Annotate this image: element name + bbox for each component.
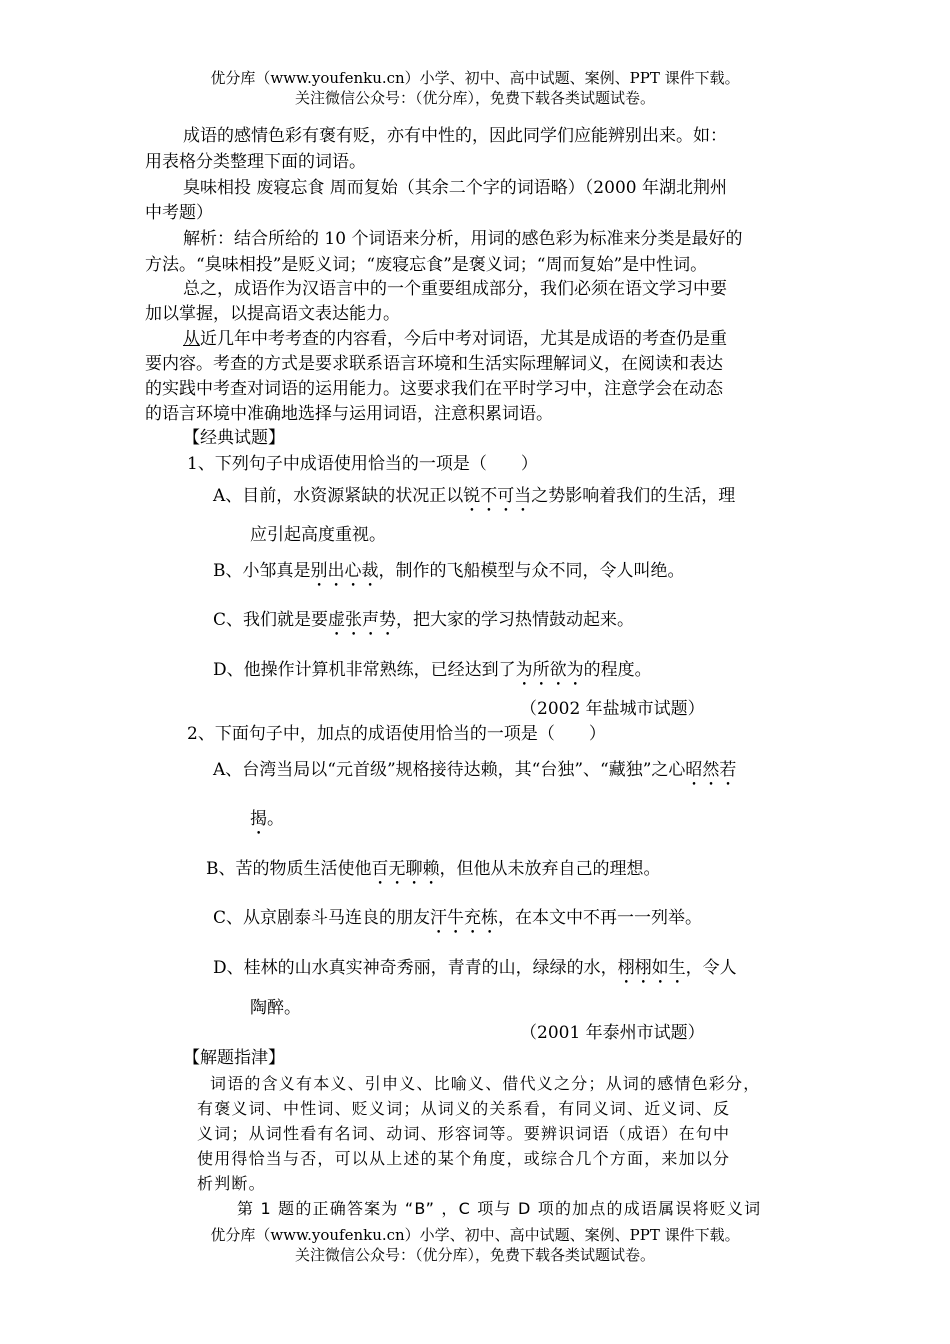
guide-line: 义词；从词性看有名词、动词、形容词等。要辨识词语（成语）在句中 xyxy=(197,1124,731,1143)
q2-option-d: D、桂林的山水真实神奇秀丽，青青的山，绿绿的水，栩栩如生，令人 xyxy=(213,958,737,978)
paragraph-line: 的实践中考查对词语的运用能力。这要求我们在平时学习中，注意学会在动态 xyxy=(145,379,723,399)
q1-option-b: B、小邹真是别出心裁，制作的飞船模型与众不同，令人叫绝。 xyxy=(213,561,685,581)
q2-option-c: C、从京剧泰斗马连良的朋友汗牛充栋，在本文中不再一一列举。 xyxy=(213,908,703,928)
header-line-2: 关注微信公众号：（优分库），免费下载各类试题试卷。 xyxy=(294,89,655,107)
paragraph-line: 中考题） xyxy=(145,203,213,223)
q1-option-c: C、我们就是要虚张声势，把大家的学习热情鼓动起来。 xyxy=(213,610,635,630)
q2-source: （2001 年泰州市试题） xyxy=(520,1023,705,1043)
paragraph-line: 臭味相投 废寝忘食 周而复始（其余二个字的词语略）（2000 年湖北荆州 xyxy=(183,178,727,198)
paragraph-line: 解析：结合所给的 10 个词语来分析，用词的感色彩为标准来分类是最好的 xyxy=(183,229,743,249)
paragraph-line: 方法。“臭味相投”是贬义词；“废寝忘食”是褒义词；“周而复始”是中性词。 xyxy=(145,255,708,275)
paragraph-line: 用表格分类整理下面的词语。 xyxy=(145,152,366,172)
paragraph-line: 成语的感情色彩有褒有贬，亦有中性的，因此同学们应能辨别出来。如： xyxy=(183,126,727,146)
q2-option-a: A、台湾当局以“元首级”规格接待达赖，其“台独”、“藏独”之心昭然若 xyxy=(213,760,737,780)
emphasized-idiom: 百无聊赖 xyxy=(371,859,440,879)
header-line-1: 优分库（www.youfenku.cn）小学、初中、高中试题、案例、PPT 课件下载。 xyxy=(210,69,740,87)
emphasized-idiom: 汗牛充栋 xyxy=(430,908,499,928)
q1-option-a-cont: 应引起高度重视。 xyxy=(250,525,386,545)
section-heading: 【经典试题】 xyxy=(183,428,285,448)
paragraph-line: 从近几年中考考查的内容看，今后中考对词语，尤其是成语的考查仍是重 xyxy=(183,329,727,349)
emphasized-idiom: 锐不可当 xyxy=(463,486,532,506)
footer-line-2: 关注微信公众号：（优分库），免费下载各类试题试卷。 xyxy=(294,1246,655,1264)
emphasized-idiom: 别出心裁 xyxy=(310,561,379,581)
guide-line: 第 1 题的正确答案为 “B” ，C 项与 D 项的加点的成语属误将贬义词 xyxy=(237,1199,762,1218)
q2-option-b: B、苦的物质生活使他百无聊赖，但他从未放弃自己的理想。 xyxy=(206,859,661,879)
emphasized-idiom: 虚张声势 xyxy=(328,610,397,630)
q1-source: （2002 年盐城市试题） xyxy=(520,699,705,719)
section-heading: 【解题指津】 xyxy=(183,1048,285,1068)
q2-option-a-cont: 揭。 xyxy=(250,809,284,829)
paragraph-line: 加以掌握，以提高语文表达能力。 xyxy=(145,304,400,324)
q1-option-a: A、目前，水资源紧缺的状况正以锐不可当之势影响着我们的生活，理 xyxy=(213,486,736,506)
q1-option-d: D、他操作计算机非常熟练，已经达到了为所欲为的程度。 xyxy=(213,660,652,680)
paragraph-line: 总之，成语作为汉语言中的一个重要组成部分，我们必须在语文学习中要 xyxy=(183,279,727,299)
emphasized-idiom: 昭然若 xyxy=(685,760,737,780)
emphasized-idiom: 栩栩如生 xyxy=(617,958,686,978)
footer-line-1: 优分库（www.youfenku.cn）小学、初中、高中试题、案例、PPT 课件下载。 xyxy=(210,1226,740,1244)
guide-line: 词语的含义有本义、引申义、比喻义、借代义之分；从词的感情色彩分， xyxy=(210,1074,761,1093)
q2-option-d-cont: 陶醉。 xyxy=(250,998,301,1018)
guide-line: 析判断。 xyxy=(197,1174,266,1193)
question-1-stem: 1、下列句子中成语使用恰当的一项是（ ） xyxy=(187,454,538,474)
guide-line: 使用得恰当与否，可以从上述的某个角度，或综合几个方面，来加以分 xyxy=(197,1149,731,1168)
paragraph-line: 要内容。考查的方式是要求联系语言环境和生活实际理解词义，在阅读和表达 xyxy=(145,354,723,374)
question-2-stem: 2、下面句子中，加点的成语使用恰当的一项是（ ） xyxy=(187,724,606,744)
paragraph-line: 的语言环境中准确地选择与运用词语，注意积累词语。 xyxy=(145,404,553,424)
guide-line: 有褒义词、中性词、贬义词；从词义的关系看，有同义词、近义词、反 xyxy=(197,1099,731,1118)
underlined-char: 从 xyxy=(183,329,200,349)
emphasized-idiom: 揭 xyxy=(250,809,267,829)
emphasized-idiom: 为所欲为 xyxy=(515,660,584,680)
